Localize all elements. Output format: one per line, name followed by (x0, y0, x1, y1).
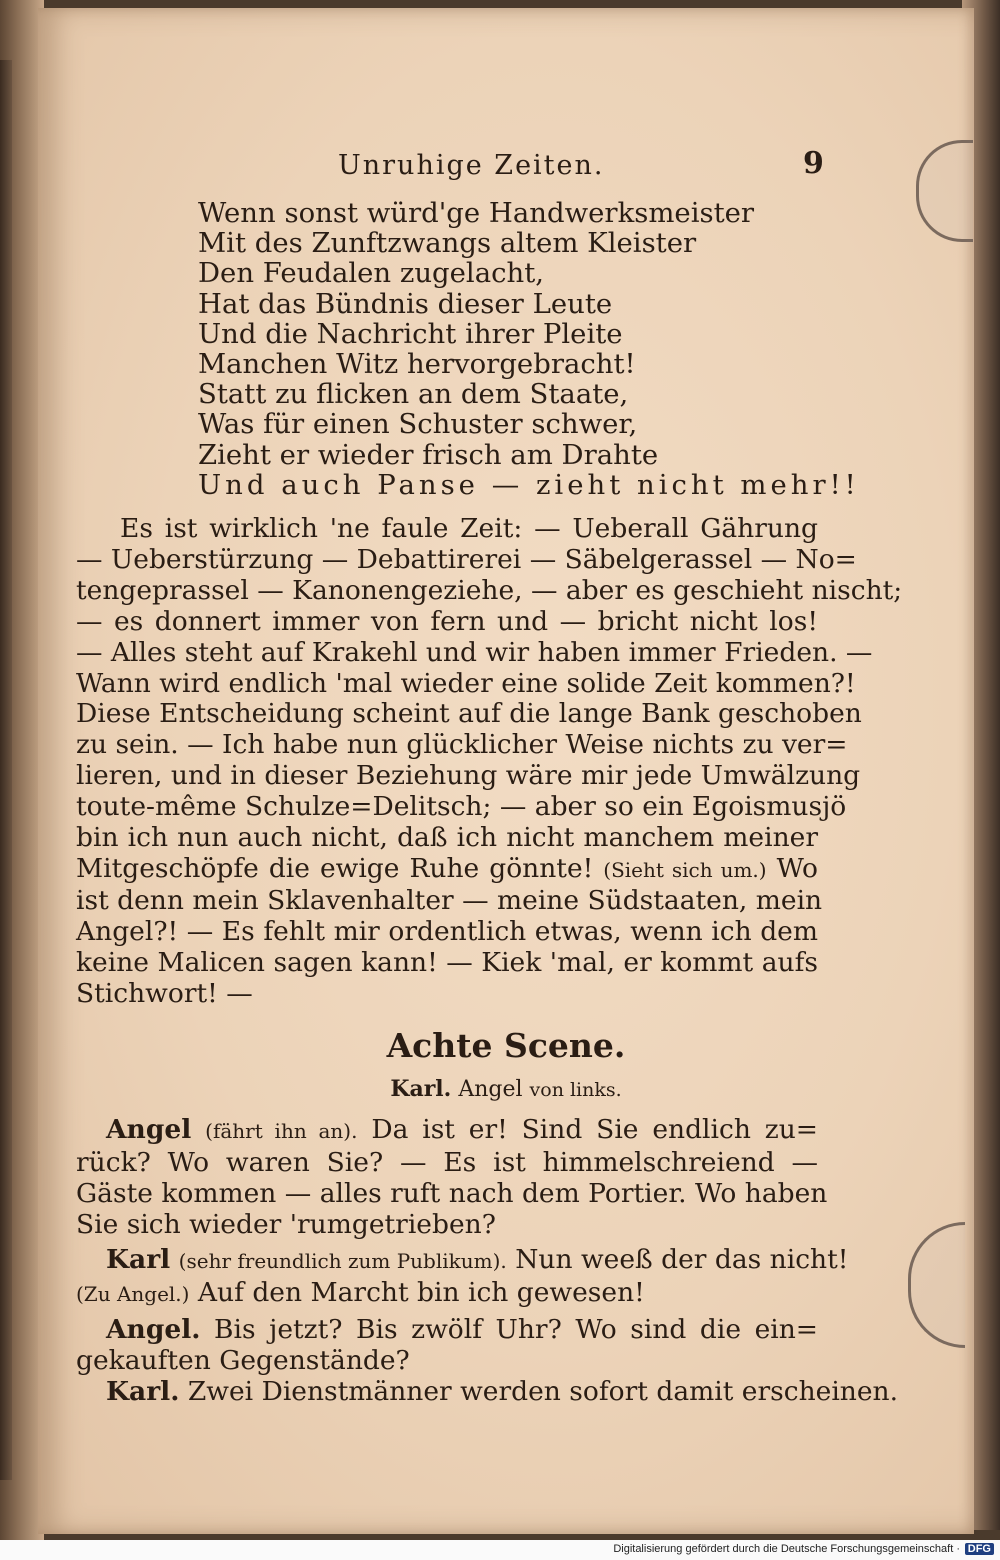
prose-line: — Alles steht auf Krakehl und wir haben immer Frieden. — (76, 636, 873, 668)
verse-line: Wenn sonst würd'ge Handwerksmeister (198, 197, 755, 229)
stage-direction: (sehr freundlich zum Publikum). (178, 1249, 507, 1273)
stage-direction: (Sieht sich um.) (603, 857, 767, 882)
dialogue-block (76, 1114, 899, 1407)
verse-line: Den Feudalen zugelacht, (198, 257, 545, 290)
prose-text: Wo (766, 852, 818, 884)
speaker-name: Angel. (106, 1314, 201, 1345)
prose-line: Angel?! — Es fehlt mir ordentlich etwas, wenn ich dem (76, 915, 818, 947)
prose-line: — es donnert immer von fern und — bricht nicht los! (76, 605, 818, 637)
prose-line (76, 854, 818, 886)
verse-block (198, 197, 860, 501)
page-number: 9 (803, 146, 824, 181)
prose-line: — Ueberstürzung — Debattirerei — Säbelgerassel — No= (76, 543, 857, 575)
verse-line: Hat das Bündnis dieser Leute (198, 287, 613, 320)
prose-line: Wann wird endlich 'mal wieder eine solide Zeit kommen?! (76, 667, 856, 699)
dialogue-line (76, 1314, 818, 1345)
dialogue-text: Da ist er! Sind Sie endlich zu= (357, 1114, 818, 1145)
entrance-direction: von links. (529, 1079, 622, 1101)
dialogue-text: Nun weeß der das nicht! (506, 1244, 849, 1275)
prose-line: Stichwort! — (76, 977, 253, 1009)
dialogue-text: Auf den Marcht bin ich gewesen! (189, 1277, 645, 1308)
speaker-name: Karl. (106, 1376, 180, 1407)
character-name: Karl. (390, 1076, 452, 1102)
prose-line: lieren, und in dieser Beziehung wäre mir jede Umwälzung (76, 760, 861, 792)
dfg-logo-icon: DFG (965, 1543, 994, 1555)
spine-shadow (0, 60, 12, 1480)
dialogue-line: Gäste kommen — alles ruft nach dem Portier. Wo haben (76, 1178, 828, 1209)
verse-line: Zieht er wieder frisch am Drahte (198, 438, 659, 471)
stage-direction: (Zu Angel.) (76, 1282, 190, 1306)
dialogue-text: Bis jetzt? Bis zwölf Uhr? Wo sind die ein= (200, 1314, 818, 1345)
dialogue-line: Sie sich wieder 'rumgetrieben? (76, 1209, 496, 1240)
verse-line: Mit des Zunftzwangs altem Kleister (198, 227, 697, 260)
speaker-name: Karl (106, 1244, 171, 1275)
book-page (38, 8, 974, 1534)
dialogue-line: rück? Wo waren Sie? — Es ist himmelschreiend — (76, 1147, 818, 1178)
dialogue-line (76, 1244, 849, 1277)
page-header (38, 146, 974, 186)
prose-line: bin ich nun auch nicht, daß ich nicht manchem meiner (76, 822, 818, 854)
verse-line: Und auch Panse — zieht nicht mehr!! (198, 468, 860, 501)
prose-text: Mitgeschöpfe die ewige Ruhe gönnte! (76, 852, 604, 884)
verse-line: Manchen Witz hervorgebracht! (198, 348, 636, 381)
prose-line: zu sein. — Ich habe nun glücklicher Weise nichts zu ver= (76, 729, 848, 761)
verse-line: Und die Nachricht ihrer Pleite (198, 317, 623, 350)
dialogue-text: Zwei Dienstmänner werden sofort damit erscheinen. (179, 1376, 899, 1407)
dialogue-line (76, 1277, 818, 1310)
character-name: Angel (458, 1077, 523, 1102)
prose-line: tengeprassel — Kanonengeziehe, — aber es geschieht nischt; (76, 574, 903, 606)
prose-line: Es ist wirklich 'ne faule Zeit: — Ueberall Gährung (120, 513, 818, 544)
dialogue-line (76, 1376, 899, 1407)
dialogue-line: gekauften Gegenstände? (76, 1345, 410, 1376)
running-head: Unruhige Zeiten. (338, 150, 605, 181)
speaker-name: Angel (106, 1114, 192, 1145)
scene-characters (38, 1076, 974, 1102)
prose-line: Diese Entscheidung scheint auf die lange Bank geschoben (76, 698, 862, 730)
prose-paragraph (76, 513, 903, 1010)
scene-title: Achte Scene. (386, 1026, 626, 1065)
digitization-footer (0, 1540, 1000, 1560)
prose-line: ist denn mein Sklavenhalter — meine Südstaaten, mein (76, 884, 823, 916)
prose-line: keine Malicen sagen kann! — Kiek 'mal, er kommt aufs (76, 946, 818, 978)
verse-line: Was für einen Schuster schwer, (198, 408, 638, 441)
funding-credit: Digitalisierung gefördert durch die Deutsche Forschungsgemeinschaft · (613, 1543, 960, 1555)
prose-line: toute-même Schulze=Delitsch; — aber so ein Egoismusjö (76, 791, 847, 823)
verse-line: Statt zu flicken an dem Staate, (198, 378, 629, 411)
dialogue-line (76, 1114, 818, 1147)
stage-direction: (fährt ihn an). (205, 1119, 358, 1143)
